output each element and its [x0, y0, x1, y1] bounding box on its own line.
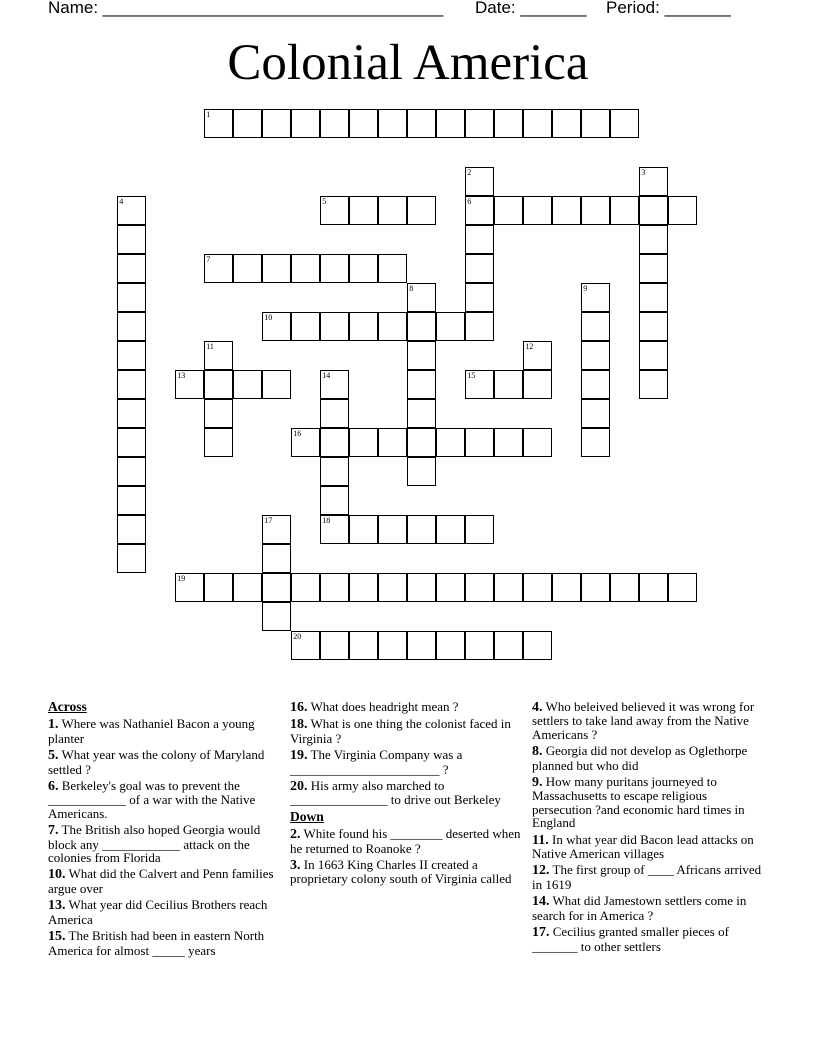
crossword-cell[interactable]	[349, 515, 378, 544]
crossword-cell[interactable]	[117, 486, 146, 515]
crossword-cell[interactable]	[523, 196, 552, 225]
crossword-cell[interactable]	[523, 341, 552, 370]
crossword-cell[interactable]	[465, 428, 494, 457]
clue-down-9	[532, 925, 768, 953]
crossword-cell[interactable]	[581, 341, 610, 370]
clue-number-label: 1	[206, 110, 211, 120]
crossword-cell[interactable]	[465, 254, 494, 283]
clue-across-4	[48, 823, 284, 864]
crossword-cell[interactable]	[117, 196, 146, 225]
clue-text: In what year did Bacon lead attacks on Native American villages	[532, 831, 754, 862]
crossword-cell[interactable]	[349, 196, 378, 225]
crossword-cell[interactable]	[465, 167, 494, 196]
name-field: Name: ____________________________________	[48, 0, 444, 17]
clue-text: Berkeley's goal was to prevent the ____________ of a war with the Native Americans.	[48, 778, 256, 821]
crossword-cell[interactable]	[639, 225, 668, 254]
crossword-cell[interactable]	[639, 573, 668, 602]
crossword-cell[interactable]	[117, 428, 146, 457]
clue-number: 6.	[48, 779, 59, 795]
crossword-cell[interactable]	[320, 399, 349, 428]
crossword-cell[interactable]	[320, 515, 349, 544]
crossword-cell[interactable]	[291, 631, 320, 660]
crossword-cell[interactable]	[639, 341, 668, 370]
crossword-cell[interactable]	[378, 573, 407, 602]
clue-text: Georgia did not develop as Oglethorpe planned but who did	[532, 743, 748, 773]
crossword-cell[interactable]	[407, 283, 436, 312]
crossword-cell[interactable]	[204, 573, 233, 602]
crossword-cell[interactable]	[494, 196, 523, 225]
crossword-cell[interactable]	[639, 254, 668, 283]
clue-across-1	[48, 717, 284, 745]
crossword-cell[interactable]	[581, 573, 610, 602]
crossword-cell[interactable]	[552, 109, 581, 138]
clue-number: 16.	[290, 700, 308, 715]
clue-number-label: 9	[583, 284, 588, 294]
crossword-cell[interactable]	[262, 312, 291, 341]
crossword-cell[interactable]	[320, 370, 349, 399]
crossword-cell[interactable]	[407, 370, 436, 399]
crossword-cell[interactable]	[117, 515, 146, 544]
clue-number-label: 11	[206, 342, 214, 352]
crossword-cell[interactable]	[291, 254, 320, 283]
crossword-cell[interactable]	[581, 370, 610, 399]
crossword-cell[interactable]	[407, 109, 436, 138]
crossword-cell[interactable]	[610, 109, 639, 138]
clue-text: The British also hoped Georgia would block any ____________ attack on the colonies from Florida	[48, 822, 261, 866]
clue-text: What year was the colony of Maryland settled ?	[48, 747, 265, 777]
clue-text: The first group of ____ Africans arrived in 1619	[532, 862, 762, 892]
crossword-cell[interactable]	[204, 254, 233, 283]
clue-text: The Virginia Company was a _______________________ ?	[290, 747, 463, 777]
crossword-cell[interactable]	[175, 573, 204, 602]
clue-text: White found his ________ deserted when he returned to Roanoke ?	[290, 826, 521, 856]
crossword-cell[interactable]	[581, 283, 610, 312]
crossword-cell[interactable]	[378, 631, 407, 660]
crossword-cell[interactable]	[320, 573, 349, 602]
clue-text: In 1663 King Charles II created a proprietary colony south of Virginia called	[290, 857, 512, 887]
clue-text: Cecilius granted smaller pieces of _______ to other settlers	[532, 924, 729, 954]
crossword-cell[interactable]	[320, 254, 349, 283]
clue-across-11	[290, 779, 526, 807]
clue-number-label: 18	[322, 516, 331, 526]
clue-number: 19.	[290, 748, 308, 764]
crossword-cell[interactable]	[407, 196, 436, 225]
crossword-cell[interactable]	[552, 196, 581, 225]
clue-number: 8.	[532, 744, 543, 760]
crossword-cell[interactable]	[204, 399, 233, 428]
crossword-cell[interactable]	[233, 370, 262, 399]
clue-number-label: 7	[206, 255, 211, 265]
clue-down-6	[532, 833, 768, 861]
clue-down-3	[532, 700, 768, 741]
crossword-cell[interactable]	[117, 457, 146, 486]
crossword-cell[interactable]	[117, 225, 146, 254]
crossword-cell[interactable]	[262, 515, 291, 544]
crossword-cell[interactable]	[523, 109, 552, 138]
clues-column-3	[532, 700, 768, 956]
clue-number: 14.	[532, 894, 550, 910]
crossword-cell[interactable]	[378, 254, 407, 283]
clue-text: How many puritans journeyed to Massachusetts to escape religious persecution ?and economic hard times in England	[532, 774, 745, 831]
crossword-cell[interactable]	[523, 631, 552, 660]
clue-number-label: 12	[525, 342, 534, 352]
crossword-cell[interactable]	[494, 573, 523, 602]
crossword-cell[interactable]	[639, 196, 668, 225]
crossword-cell[interactable]	[407, 428, 436, 457]
crossword-cell[interactable]	[436, 312, 465, 341]
crossword-cell[interactable]	[407, 631, 436, 660]
crossword-cell[interactable]	[436, 631, 465, 660]
crossword-cell[interactable]	[407, 341, 436, 370]
crossword-cell[interactable]	[668, 196, 697, 225]
clue-number: 17.	[532, 925, 550, 941]
clue-number: 1.	[48, 717, 59, 733]
crossword-cell[interactable]	[465, 573, 494, 602]
clue-text: Where was Nathaniel Bacon a young planter	[48, 716, 255, 746]
crossword-cell[interactable]	[436, 109, 465, 138]
crossword-cell[interactable]	[465, 196, 494, 225]
crossword-cell[interactable]	[610, 573, 639, 602]
crossword-cell[interactable]	[262, 370, 291, 399]
crossword-cell[interactable]	[581, 109, 610, 138]
date-field: Date: _______	[475, 0, 587, 17]
crossword-cell[interactable]	[117, 399, 146, 428]
crossword-cell[interactable]	[407, 312, 436, 341]
clue-number-label: 8	[409, 284, 414, 294]
clue-number: 10.	[48, 867, 66, 883]
crossword-cell[interactable]	[581, 312, 610, 341]
clue-text: What year did Cecilius Brothers reach America	[48, 897, 268, 927]
clue-number: 9.	[532, 775, 543, 791]
clue-text: What did Jamestown settlers come in search for in America ?	[532, 893, 747, 923]
clue-number-label: 10	[264, 313, 273, 323]
clue-number-label: 19	[177, 574, 186, 584]
crossword-cell[interactable]	[204, 341, 233, 370]
clue-number: 20.	[290, 779, 308, 795]
crossword-cell[interactable]	[262, 109, 291, 138]
across-heading: Across	[48, 699, 87, 714]
clue-down-1	[290, 827, 526, 855]
crossword-cell[interactable]	[436, 515, 465, 544]
crossword-cell[interactable]	[291, 312, 320, 341]
crossword-cell[interactable]	[320, 457, 349, 486]
clue-text: What is one thing the colonist faced in Virginia ?	[290, 716, 511, 746]
clue-across-7	[48, 929, 284, 957]
clue-down-8	[532, 894, 768, 922]
clue-number-label: 15	[467, 371, 476, 381]
puzzle-title: Colonial America	[227, 35, 589, 91]
crossword-cell[interactable]	[117, 341, 146, 370]
crossword-cell[interactable]	[117, 254, 146, 283]
crossword-cell[interactable]	[436, 428, 465, 457]
clue-number: 15.	[48, 929, 66, 945]
crossword-cell[interactable]	[523, 573, 552, 602]
crossword-cell[interactable]	[320, 428, 349, 457]
crossword-cell[interactable]	[291, 428, 320, 457]
clue-number-label: 20	[293, 632, 302, 642]
crossword-cell[interactable]	[117, 312, 146, 341]
clue-across-10	[290, 748, 526, 776]
clue-text: The British had been in eastern North America for almost _____ years	[48, 928, 265, 958]
crossword-cell[interactable]	[291, 573, 320, 602]
crossword-cell[interactable]	[117, 370, 146, 399]
clue-number: 4.	[532, 700, 543, 715]
clue-down-5	[532, 775, 768, 830]
clue-across-8	[290, 700, 526, 714]
crossword-cell[interactable]	[407, 573, 436, 602]
crossword-cell[interactable]	[407, 515, 436, 544]
crossword-cell[interactable]	[349, 109, 378, 138]
clue-number: 7.	[48, 823, 59, 839]
crossword-cell[interactable]	[639, 283, 668, 312]
clue-number-label: 14	[322, 371, 331, 381]
crossword-cell[interactable]	[117, 544, 146, 573]
down-heading: Down	[290, 808, 324, 824]
crossword-cell[interactable]	[465, 283, 494, 312]
clue-across-5	[48, 867, 284, 895]
crossword-cell[interactable]	[117, 283, 146, 312]
clue-number-label: 16	[293, 429, 302, 439]
clue-text: What did the Calvert and Penn families argue over	[48, 866, 274, 896]
crossword-cell[interactable]	[262, 254, 291, 283]
crossword-cell[interactable]	[465, 109, 494, 138]
crossword-cell[interactable]	[668, 573, 697, 602]
clue-text: His army also marched to _______________ to drive out Berkeley	[290, 778, 501, 808]
crossword-cell[interactable]	[639, 312, 668, 341]
crossword-cell[interactable]	[610, 196, 639, 225]
clue-number-label: 17	[264, 516, 273, 526]
crossword-cell[interactable]	[320, 631, 349, 660]
clue-across-6	[48, 898, 284, 926]
clue-number-label: 2	[467, 168, 472, 178]
crossword-cell[interactable]	[349, 573, 378, 602]
clues-column-2	[290, 700, 526, 889]
crossword-cell[interactable]	[494, 428, 523, 457]
crossword-cell[interactable]	[436, 573, 465, 602]
clue-number: 2.	[290, 827, 301, 843]
clue-down-2	[290, 858, 526, 886]
crossword-cell[interactable]	[494, 109, 523, 138]
crossword-cell[interactable]	[204, 109, 233, 138]
clue-number: 18.	[290, 717, 308, 733]
crossword-cell[interactable]	[204, 428, 233, 457]
clue-across-3	[48, 779, 284, 820]
crossword-cell[interactable]	[320, 196, 349, 225]
crossword-cell[interactable]	[291, 109, 320, 138]
crossword-cell[interactable]	[349, 428, 378, 457]
crossword-cell[interactable]	[465, 515, 494, 544]
clue-number: 12.	[532, 863, 550, 879]
crossword-cell[interactable]	[523, 370, 552, 399]
clue-down-4	[532, 744, 768, 772]
crossword-cell[interactable]	[407, 399, 436, 428]
crossword-cell[interactable]	[407, 457, 436, 486]
crossword-cell[interactable]	[262, 573, 291, 602]
crossword-cell[interactable]	[552, 573, 581, 602]
period-field: Period: _______	[606, 0, 731, 17]
clue-text: What does headright mean ?	[310, 699, 459, 714]
crossword-cell[interactable]	[581, 428, 610, 457]
clue-down-7	[532, 863, 768, 891]
clue-across-2	[48, 748, 284, 776]
crossword-cell[interactable]	[233, 109, 262, 138]
crossword-cell[interactable]	[378, 109, 407, 138]
crossword-cell[interactable]	[233, 254, 262, 283]
crossword-cell[interactable]	[204, 370, 233, 399]
clue-text: Who beleived believed it was wrong for settlers to take land away from the Native Americans ?	[532, 699, 755, 742]
clue-across-9	[290, 717, 526, 745]
crossword-cell[interactable]	[233, 573, 262, 602]
clue-number-label: 3	[641, 168, 646, 178]
clue-number-label: 4	[119, 197, 124, 207]
crossword-cell[interactable]	[262, 544, 291, 573]
crossword-cell[interactable]	[262, 602, 291, 631]
crossword-cell[interactable]	[639, 167, 668, 196]
crossword-cell[interactable]	[378, 312, 407, 341]
crossword-cell[interactable]	[494, 370, 523, 399]
clue-number: 3.	[290, 858, 301, 874]
clue-number-label: 13	[177, 371, 186, 381]
crossword-cell[interactable]	[320, 312, 349, 341]
crossword-cell[interactable]	[175, 370, 204, 399]
crossword-cell[interactable]	[320, 109, 349, 138]
crossword-cell[interactable]	[320, 486, 349, 515]
crossword-cell[interactable]	[581, 196, 610, 225]
clue-number-label: 6	[467, 197, 472, 207]
crossword-cell[interactable]	[494, 631, 523, 660]
crossword-cell[interactable]	[581, 399, 610, 428]
crossword-cell[interactable]	[465, 225, 494, 254]
clue-number: 5.	[48, 748, 59, 764]
crossword-cell[interactable]	[378, 515, 407, 544]
crossword-cell[interactable]	[465, 631, 494, 660]
clue-number-label: 5	[322, 197, 327, 207]
crossword-cell[interactable]	[465, 370, 494, 399]
crossword-cell[interactable]	[349, 254, 378, 283]
crossword-cell[interactable]	[523, 428, 552, 457]
crossword-cell[interactable]	[465, 312, 494, 341]
crossword-cell[interactable]	[378, 428, 407, 457]
clues-column-1	[48, 700, 284, 960]
crossword-cell[interactable]	[349, 312, 378, 341]
crossword-cell[interactable]	[639, 370, 668, 399]
crossword-cell[interactable]	[378, 196, 407, 225]
clue-number: 11.	[532, 832, 549, 848]
clue-number: 13.	[48, 898, 66, 914]
crossword-cell[interactable]	[349, 631, 378, 660]
